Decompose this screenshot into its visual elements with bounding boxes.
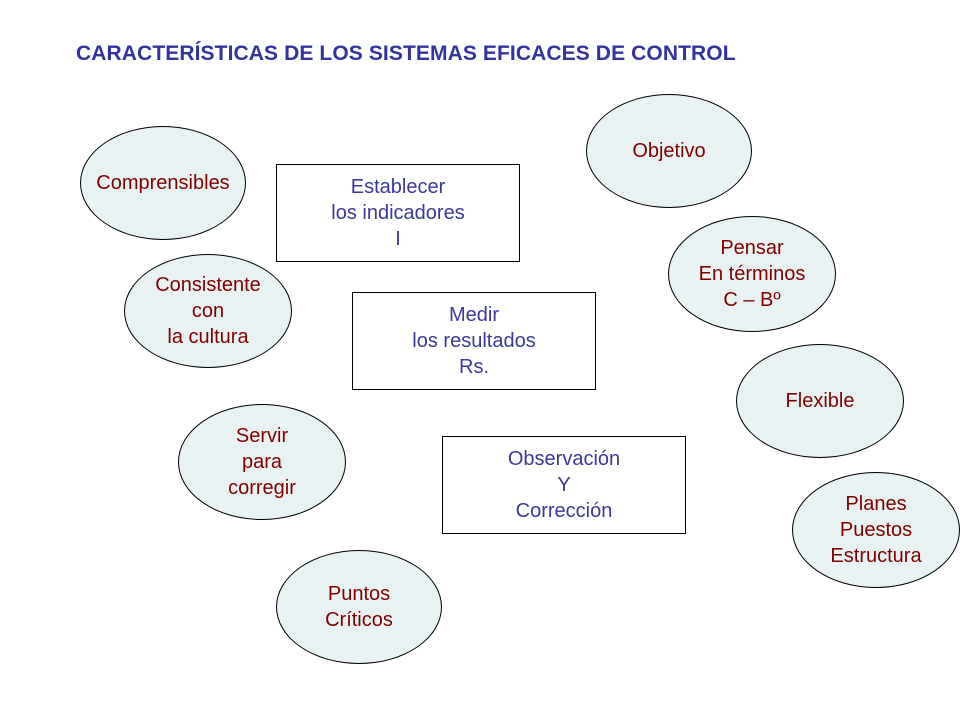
oval-servir-para-corregir [178,404,346,520]
oval-label: Servir [235,425,289,447]
box-label: Establecer [350,176,446,198]
box-label: I [395,228,401,250]
oval-label: Objetivo [632,140,706,162]
oval-puntos-criticos [276,550,442,664]
box-label: Corrección [515,500,613,522]
box-medir-resultados [352,292,596,390]
oval-label: con [191,300,225,322]
oval-label: C – Bº [723,289,781,311]
box-label: Observación [507,448,621,470]
oval-pensar-en-terminos [668,216,836,332]
box-establecer-indicadores [276,164,520,262]
oval-label: Críticos [325,609,393,631]
oval-label: Flexible [785,390,855,412]
oval-label: para [241,451,283,473]
oval-objetivo [586,94,752,208]
oval-label: Puestos [839,519,913,541]
oval-flexible [736,344,904,458]
oval-label: En términos [698,263,806,285]
box-observacion-correccion [442,436,686,534]
oval-label: Comprensibles [96,172,230,194]
oval-label: la cultura [167,326,249,348]
oval-comprensibles [80,126,246,240]
box-label: Rs. [459,356,489,378]
oval-label: Estructura [830,545,922,567]
oval-label: Planes [845,493,907,515]
oval-label: corregir [228,477,296,499]
oval-label: Puntos [327,583,391,605]
box-label: Medir [448,304,499,326]
box-label: Y [557,474,571,496]
oval-planes-puestos-estructura [792,472,960,588]
oval-label: Pensar [720,237,784,259]
oval-label: Consistente [155,274,261,296]
box-label: los indicadores [331,202,465,224]
oval-consistente-con-la-cultura [124,254,292,368]
box-label: los resultados [412,330,536,352]
page-title: CARACTERÍSTICAS DE LOS SISTEMAS EFICACES DE CONTROL [76,42,736,65]
